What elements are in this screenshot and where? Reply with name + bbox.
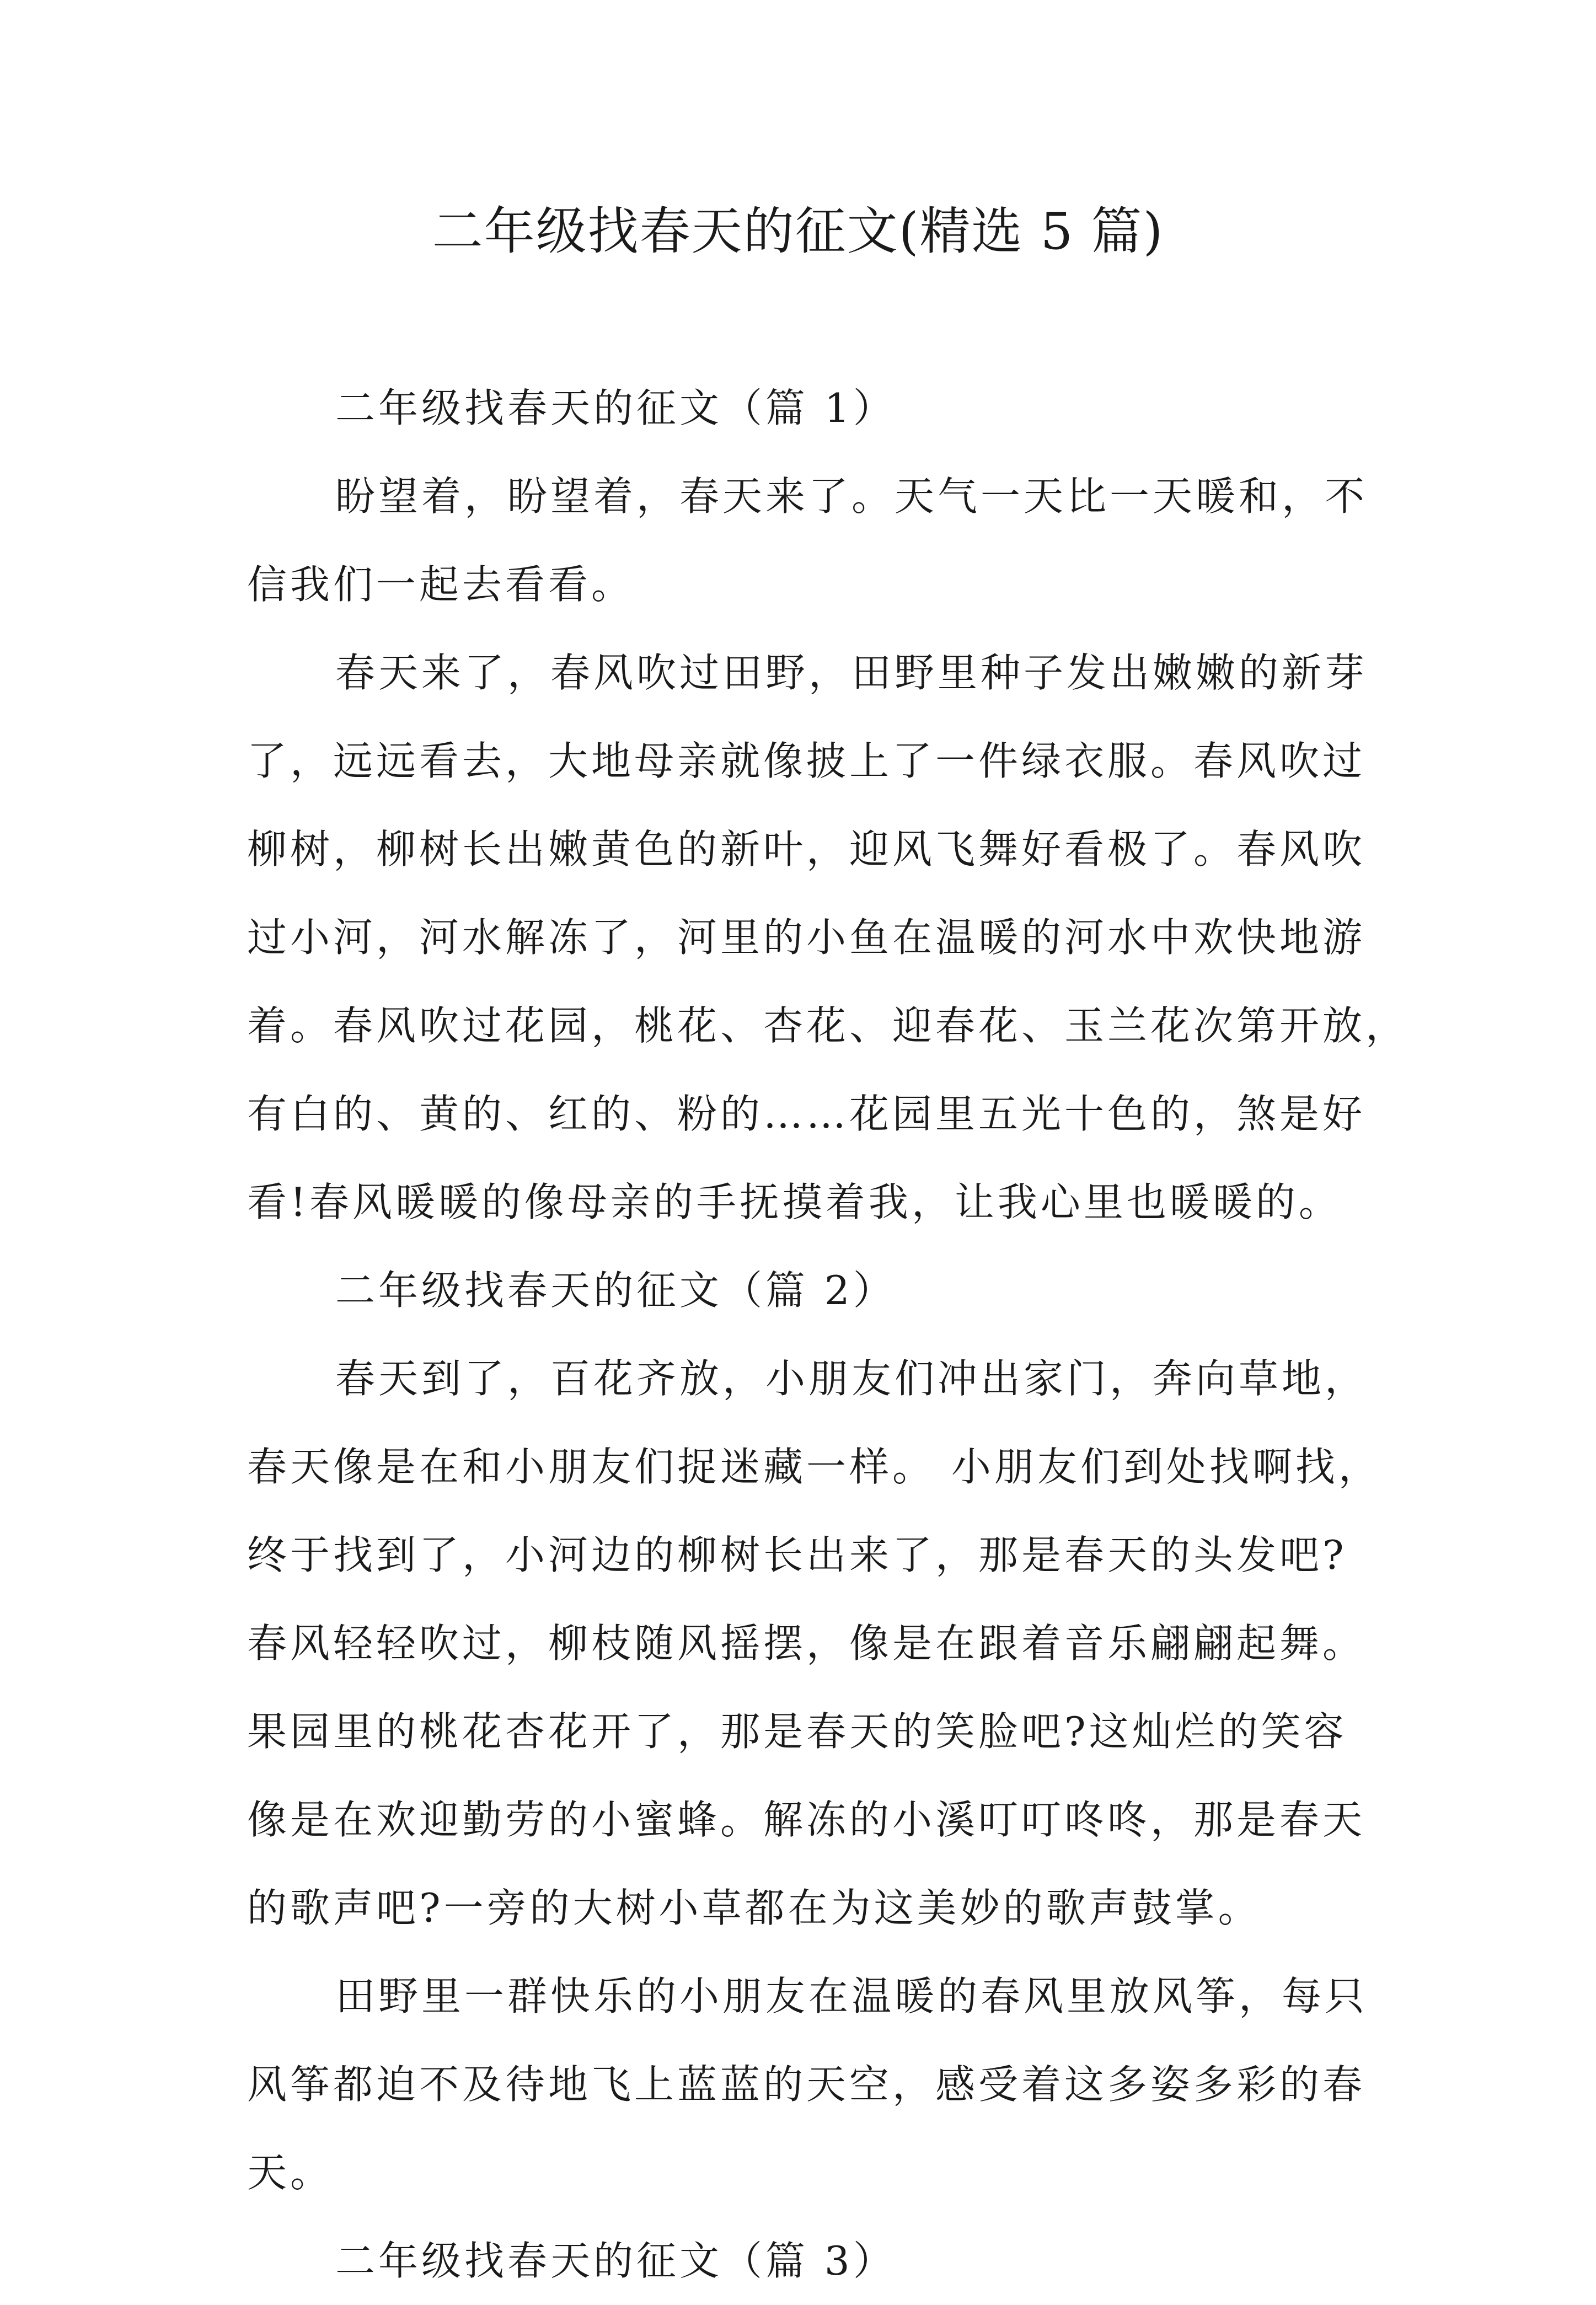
text-line: 像是在欢迎勤劳的小蜜蜂。解冻的小溪叮叮咚咚，那是春天: [247, 1797, 1366, 1843]
text-line: 风筝都迫不及待地飞上蓝蓝的天空，感受着这多姿多彩的春: [247, 2061, 1366, 2108]
section-heading: 二年级找春天的征文（篇 1）: [335, 385, 896, 431]
text-line: 田野里一群快乐的小朋友在温暖的春风里放风筝，每只: [335, 1973, 1368, 2019]
text-line: 过小河，河水解冻了，河里的小鱼在温暖的河水中欢快地游: [247, 914, 1366, 961]
text-line: 信我们一起去看看。: [247, 561, 635, 608]
section-heading: 二年级找春天的征文（篇 2）: [335, 1267, 896, 1314]
text-line: 看!春风暖暖的像母亲的手抚摸着我，让我心里也暖暖的。: [247, 1179, 1342, 1225]
document-title: 二年级找春天的征文(精选 5 篇): [432, 202, 1164, 261]
text-line: 春天像是在和小朋友们捉迷藏一样。 小朋友们到处找啊找，: [247, 1444, 1381, 1490]
text-line: 的歌声吧?一旁的大树小草都在为这美妙的歌声鼓掌。: [247, 1885, 1261, 1931]
text-line: 春天到了，百花齐放，小朋友们冲出家门，奔向草地，: [335, 1355, 1368, 1402]
text-line: 盼望着，盼望着，春天来了。天气一天比一天暖和，不: [335, 473, 1368, 519]
text-line: 春风轻轻吹过，柳枝随风摇摆，像是在跟着音乐翩翩起舞。: [247, 1620, 1366, 1666]
text-line: 着。春风吹过花园，桃花、杏花、迎春花、玉兰花次第开放，: [247, 1003, 1409, 1049]
section-heading: 二年级找春天的征文（篇 3）: [335, 2238, 896, 2284]
text-line: 了，远远看去，大地母亲就像披上了一件绿衣服。春风吹过: [247, 738, 1366, 784]
text-line: 果园里的桃花杏花开了，那是春天的笑脸吧?这灿烂的笑容: [247, 1708, 1347, 1755]
document-body: [247, 364, 1409, 2305]
text-line: 春天来了，春风吹过田野，田野里种子发出嫩嫩的新芽: [335, 650, 1368, 696]
text-line: 有白的、黄的、红的、粉的……花园里五光十色的，煞是好: [247, 1091, 1366, 1137]
text-line: 终于找到了，小河边的柳树长出来了，那是春天的头发吧?: [247, 1532, 1347, 1578]
text-line: 柳树，柳树长出嫩黄色的新叶，迎风飞舞好看极了。春风吹: [247, 826, 1366, 872]
text-line: 天。: [247, 2149, 334, 2196]
